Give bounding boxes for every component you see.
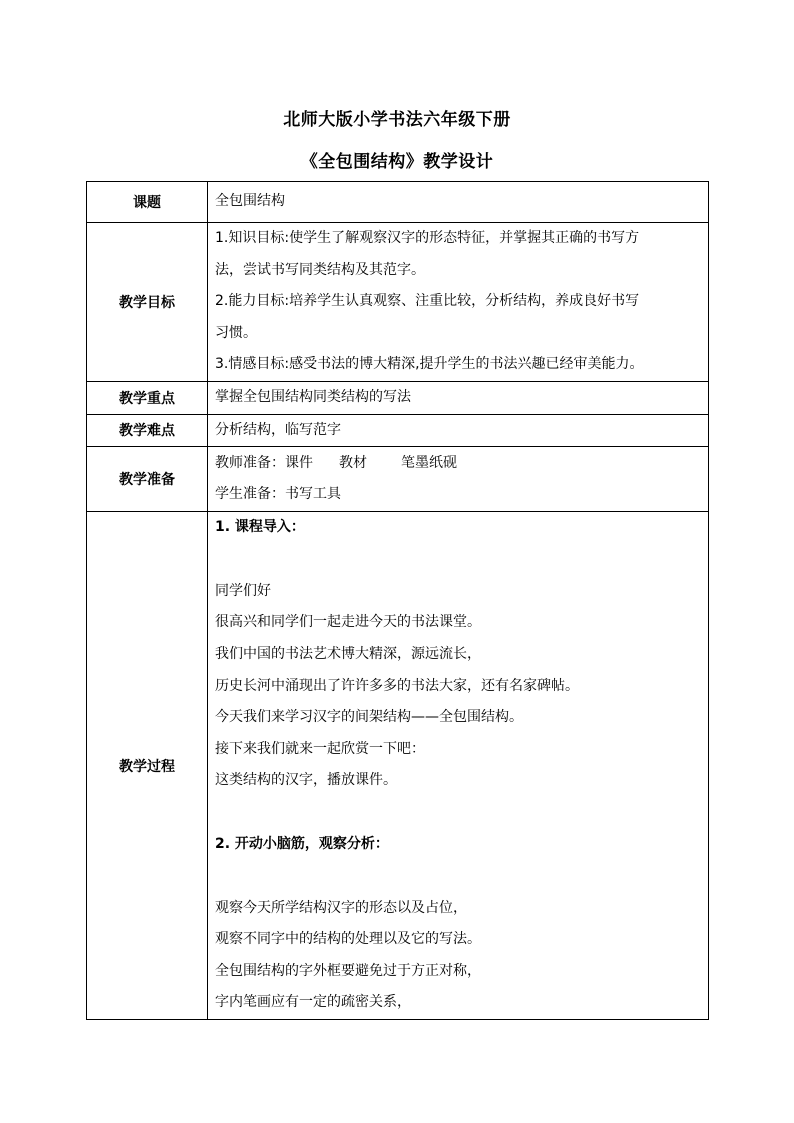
difficulties-text: 分析结构，临写范字: [215, 421, 341, 438]
table-row-difficulties: [87, 414, 709, 447]
document-title-line1: 北师大版小学书法六年级下册: [283, 110, 511, 130]
difficulties-label: 教学难点: [87, 414, 208, 447]
process-content: [208, 512, 709, 1020]
preparation-content: [208, 447, 709, 512]
goals-line-5: 3.情感目标:感受书法的博大精深,提升学生的书法兴趣已经审美能力。: [215, 356, 644, 373]
teacher-prep-item3: 笔墨纸砚: [401, 454, 457, 471]
process-s1-line-3: 我们中国的书法艺术博大精深，源远流长，: [215, 645, 481, 662]
teacher-prep-item2: 教材: [339, 454, 367, 471]
process-s1-line-2: 很高兴和同学们一起走进今天的书法课堂。: [215, 614, 481, 631]
process-blank-2: [215, 797, 702, 829]
teacher-prep-prefix: 教师准备：课件: [215, 454, 313, 471]
table-row-goals: [87, 223, 709, 382]
process-s1-line-4: 历史长河中涌现出了许许多多的书法大家，还有名家碑帖。: [215, 677, 579, 694]
goals-line-4: 习惯。: [215, 324, 257, 341]
key-points-label: 教学重点: [87, 382, 208, 415]
goals-line-2: 法，尝试书写同类结构及其范字。: [215, 261, 425, 278]
goals-content: [208, 223, 709, 382]
process-s2-line-3: 全包围结构的字外框要避免过于方正对称，: [215, 962, 481, 979]
topic-text: 全包围结构: [215, 193, 285, 210]
key-points-value: [208, 382, 709, 415]
table-row-process: [87, 512, 709, 1020]
process-s2-line-2: 观察不同字中的结构的处理以及它的写法。: [215, 931, 481, 948]
student-preparation: 学生准备：书写工具: [215, 486, 341, 503]
process-s1-line-1: 同学们好: [215, 582, 271, 599]
process-s1-line-5: 今天我们来学习汉字的间架结构——全包围结构。: [215, 709, 523, 726]
lesson-plan-table: [86, 181, 709, 1020]
process-label: 教学过程: [87, 512, 208, 1020]
topic-value: [208, 182, 709, 223]
table-row-key-points: [87, 382, 709, 415]
process-s2-line-4: 字内笔画应有一定的疏密关系，: [215, 994, 411, 1011]
process-section2-heading: 2. 开动小脑筋，观察分析：: [215, 835, 389, 852]
process-blank-3: [215, 861, 702, 893]
document-title-line2: 《全包围结构》教学设计: [300, 152, 494, 172]
goals-line-3: 2.能力目标:培养学生认真观察、注重比较，分析结构，养成良好书写: [215, 293, 640, 310]
preparation-label: 教学准备: [87, 447, 208, 512]
process-s1-line-6: 接下来我们就来一起欣赏一下吧：: [215, 740, 425, 757]
difficulties-value: [208, 414, 709, 447]
topic-label: 课题: [87, 182, 208, 223]
key-points-text: 掌握全包围结构同类结构的写法: [215, 389, 411, 405]
table-row-topic: [87, 182, 709, 223]
goals-label: 教学目标: [87, 223, 208, 382]
process-section1-heading: 1. 课程导入：: [215, 519, 305, 536]
process-s2-line-1: 观察今天所学结构汉字的形态以及占位，: [215, 899, 467, 916]
process-s1-line-7: 这类结构的汉字，播放课件。: [215, 772, 397, 789]
goals-line-1: 1.知识目标:使学生了解观察汉字的形态特征，并掌握其正确的书写方: [215, 230, 640, 247]
process-blank-1: [215, 544, 702, 576]
teacher-preparation: [215, 448, 702, 480]
table-row-preparation: [87, 447, 709, 512]
